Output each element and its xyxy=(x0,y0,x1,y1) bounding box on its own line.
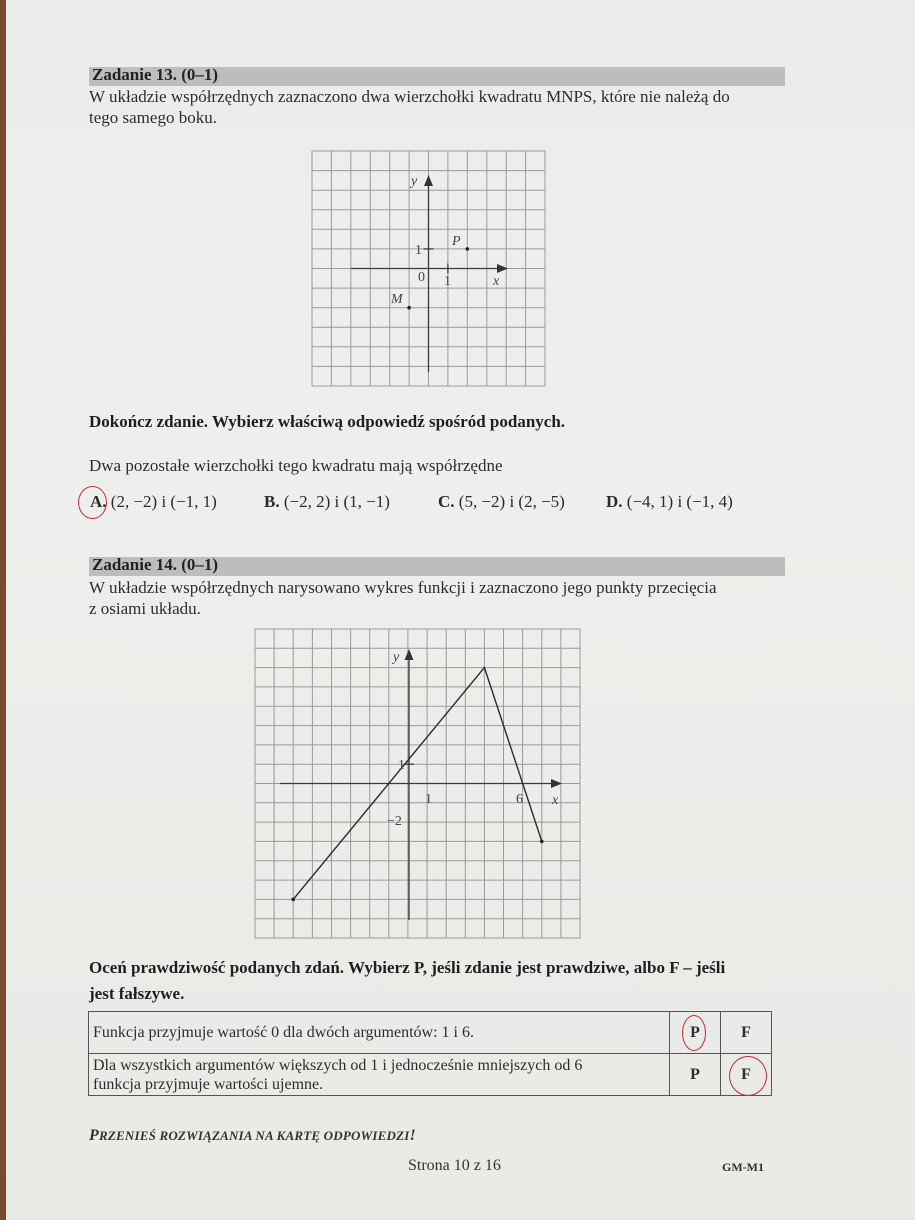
task13-graph xyxy=(311,150,547,388)
table-row xyxy=(89,1054,772,1096)
document-code: GM-M1 xyxy=(722,1160,764,1174)
statement-1-p-label: P xyxy=(690,1023,700,1041)
task14-instruction xyxy=(89,955,789,1007)
point-m-label: M xyxy=(391,292,403,307)
option-c-letter: C. xyxy=(438,492,455,511)
task13-title: Zadanie 13. (0–1) xyxy=(92,65,219,84)
task14-instruction-line1: Oceń prawdziwość podanych zdań. Wybierz P, jeśli zdanie jest prawdziwe, albo F – jeśli xyxy=(89,958,726,977)
true-false-table xyxy=(88,1011,772,1096)
page-number: Strona 10 z 16 xyxy=(408,1157,501,1174)
y-tick-1-label: 1 xyxy=(398,758,405,773)
statement-2-line2: funkcja przyjmuje wartości ujemne. xyxy=(93,1075,324,1093)
statement-1: Funkcja przyjmuje wartość 0 dla dwóch argumentów: 1 i 6. xyxy=(89,1012,670,1054)
point-p-label: P xyxy=(452,234,461,249)
note-text: RZENIEŚ ROZWIĄZANIA NA KARTĘ ODPOWIEDZI xyxy=(98,1128,410,1143)
point-m xyxy=(407,306,411,310)
task13-coordinate-grid xyxy=(311,150,547,388)
x-tick-1-label: 1 xyxy=(425,792,432,807)
task13-axes xyxy=(351,182,501,372)
task13-intro-line2: tego samego boku. xyxy=(89,108,217,127)
task14-intro-line1: W układzie współrzędnych narysowano wykres funkcji i zaznaczono jego punkty przecięcia xyxy=(89,578,717,597)
x-axis-arrow-icon xyxy=(551,779,562,788)
option-b-text: (−2, 2) i (1, −1) xyxy=(283,492,390,511)
statement-2-f-option[interactable] xyxy=(721,1054,772,1096)
note-exclamation: ! xyxy=(409,1127,416,1144)
option-c[interactable] xyxy=(438,492,565,512)
task13-intro xyxy=(89,86,789,128)
task14-intro-line2: z osiami układu. xyxy=(89,599,201,618)
statement-2-p-label: P xyxy=(690,1065,700,1083)
plot-endpoint-right xyxy=(540,840,544,844)
y-axis-arrow-icon xyxy=(424,175,433,186)
statement-1-f-label: F xyxy=(741,1023,751,1041)
option-b[interactable] xyxy=(264,492,390,512)
y-tick-minus2-label: −2 xyxy=(387,814,402,829)
task14-x-label: x xyxy=(552,793,559,808)
option-a[interactable] xyxy=(90,492,217,512)
task13-stem: Dwa pozostałe wierzchołki tego kwadratu mają współrzędne xyxy=(89,456,503,475)
option-b-letter: B. xyxy=(264,492,280,511)
statement-1-f-option[interactable] xyxy=(721,1012,772,1054)
plot-endpoint-left xyxy=(291,898,295,902)
option-a-letter: A. xyxy=(90,492,107,511)
statement-2-line1: Dla wszystkich argumentów większych od 1 i jednocześnie mniejszych od 6 xyxy=(93,1056,583,1074)
option-d-text: (−4, 1) i (−1, 4) xyxy=(626,492,733,511)
task13-y-tick-label: 1 xyxy=(415,243,422,258)
task14-instruction-line2: jest fałszywe. xyxy=(89,984,185,1003)
point-p xyxy=(466,247,470,251)
option-a-text: (2, −2) i (−1, 1) xyxy=(110,492,217,511)
task13-x-tick-label: 1 xyxy=(444,274,451,289)
x-tick-6-label: 6 xyxy=(516,792,523,807)
statement-2-p-option[interactable] xyxy=(670,1054,721,1096)
table-row xyxy=(89,1012,772,1054)
statement-2-f-label: F xyxy=(741,1065,751,1083)
task14-intro xyxy=(89,577,789,619)
task13-y-label: y xyxy=(411,174,418,189)
option-c-text: (5, −2) i (2, −5) xyxy=(458,492,565,511)
transfer-answers-note xyxy=(89,1127,416,1145)
task13-x-label: x xyxy=(493,274,500,289)
task14-graph xyxy=(254,628,582,940)
task13-origin-label: 0 xyxy=(418,270,425,285)
task13-intro-line1: W układzie współrzędnych zaznaczono dwa wierzchołki kwadratu MNPS, które nie należą do xyxy=(89,87,730,106)
statement-2 xyxy=(89,1054,670,1096)
task13-instruction: Dokończ zdanie. Wybierz właściwą odpowiedź spośród podanych. xyxy=(89,412,566,431)
option-d-letter: D. xyxy=(606,492,623,511)
task14-function-graph xyxy=(254,628,582,940)
y-axis-arrow-icon xyxy=(405,649,414,660)
note-initial: P xyxy=(89,1127,99,1144)
statement-1-p-option[interactable] xyxy=(670,1012,721,1054)
task14-title: Zadanie 14. (0–1) xyxy=(92,555,219,574)
option-d[interactable] xyxy=(606,492,733,512)
task14-y-label: y xyxy=(393,650,400,665)
